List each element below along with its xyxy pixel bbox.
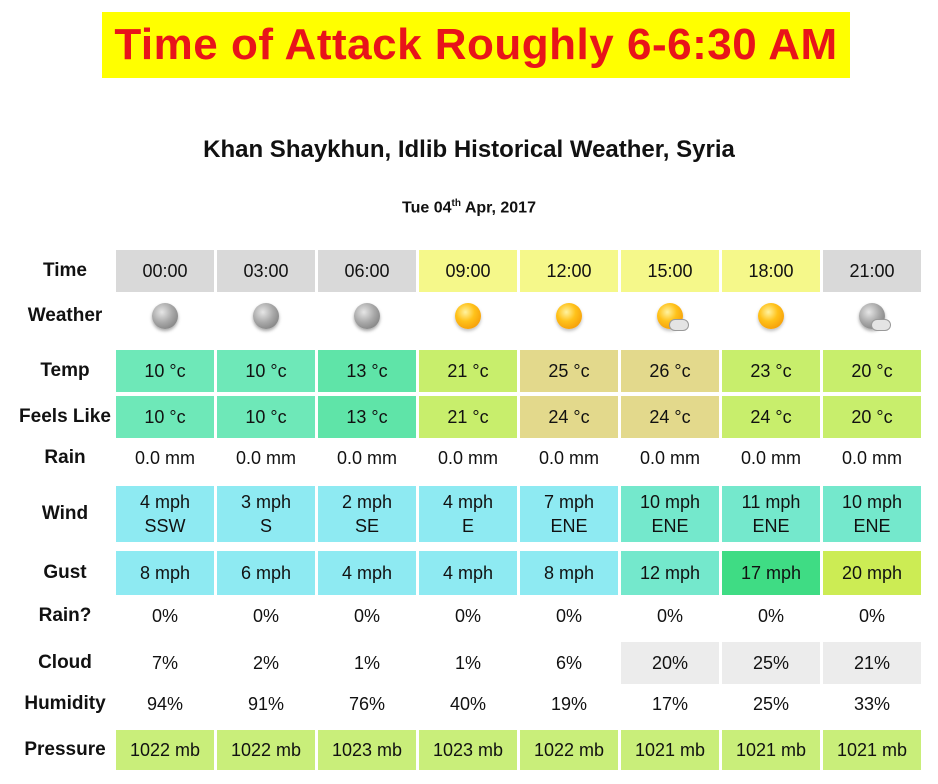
rain-cell: 0.0 mm (639, 448, 700, 468)
wind-direction: ENE (752, 516, 790, 536)
temp-cell: 21 °c (419, 350, 517, 392)
page-title: Khan Shaykhun, Idlib Historical Weather, Syria (203, 136, 735, 163)
gust-cell: 20 mph (823, 551, 921, 595)
cloud-cell: 1% (353, 653, 380, 673)
rain-cell: 0.0 mm (235, 448, 296, 468)
feels-like-cell: 20 °c (823, 396, 921, 438)
sun-cloud-icon (657, 303, 683, 329)
wind-speed: 4 mph (442, 492, 494, 512)
humidity-cell: 17% (651, 694, 689, 714)
moon-icon (152, 303, 178, 329)
rain-chance-cell: 0% (858, 606, 885, 626)
feels-like-cell: 10 °c (116, 396, 214, 438)
row-label-feels-like: Feels Like (19, 406, 111, 427)
wind-direction: E (461, 516, 474, 536)
temp-cell: 10 °c (217, 350, 315, 392)
pressure-cell: 1022 mb (217, 730, 315, 770)
pressure-cell: 1023 mb (318, 730, 416, 770)
cloud-cell: 2% (252, 653, 279, 673)
rain-chance-cell: 0% (656, 606, 683, 626)
rain-cell: 0.0 mm (841, 448, 902, 468)
rain-chance-cell: 0% (555, 606, 582, 626)
wind-speed: 11 mph (741, 492, 801, 512)
gust-cell: 6 mph (217, 551, 315, 595)
pressure-cell: 1023 mb (419, 730, 517, 770)
weather-cell (722, 294, 820, 338)
rain-cell: 0.0 mm (437, 448, 498, 468)
wind-cell (419, 486, 517, 542)
time-cell: 18:00 (722, 250, 820, 292)
pressure-cell: 1022 mb (520, 730, 618, 770)
wind-direction: S (259, 516, 272, 536)
row-label-weather: Weather (27, 305, 103, 326)
feels-like-cell: 21 °c (419, 396, 517, 438)
rain-chance-cell: 0% (353, 606, 380, 626)
humidity-cell: 40% (449, 694, 487, 714)
wind-direction: ENE (651, 516, 689, 536)
row-label-gust: Gust (43, 562, 87, 583)
cloud-cell: 1% (454, 653, 481, 673)
feels-like-cell: 24 °c (722, 396, 820, 438)
weather-cell (318, 294, 416, 338)
row-label-temp: Temp (40, 360, 90, 381)
cloud-cell: 6% (555, 653, 582, 673)
temp-cell: 20 °c (823, 350, 921, 392)
sun-icon (758, 303, 784, 329)
wind-direction: ENE (550, 516, 588, 536)
wind-speed: 7 mph (543, 492, 595, 512)
rain-chance-cell: 0% (454, 606, 481, 626)
wind-cell (116, 486, 214, 542)
time-cell: 09:00 (419, 250, 517, 292)
wind-direction: SSW (144, 516, 186, 536)
gust-cell: 4 mph (419, 551, 517, 595)
feels-like-cell: 13 °c (318, 396, 416, 438)
cloud-cell: 20% (621, 642, 719, 684)
time-cell: 03:00 (217, 250, 315, 292)
rain-cell: 0.0 mm (740, 448, 801, 468)
weather-cell (419, 294, 517, 338)
gust-cell: 4 mph (318, 551, 416, 595)
row-label-cloud: Cloud (38, 652, 92, 673)
weather-cell (217, 294, 315, 338)
moon-cloud-icon (859, 303, 885, 329)
gust-cell: 17 mph (722, 551, 820, 595)
gust-cell: 8 mph (116, 551, 214, 595)
rain-chance-cell: 0% (252, 606, 279, 626)
cloud-cell: 7% (151, 653, 178, 673)
humidity-cell: 91% (247, 694, 285, 714)
attack-time-banner (102, 12, 850, 78)
rain-cell: 0.0 mm (336, 448, 397, 468)
time-cell: 21:00 (823, 250, 921, 292)
banner-text: Time of Attack Roughly 6-6:30 AM (114, 20, 838, 69)
row-label-rain: Rain (44, 447, 86, 468)
pressure-cell: 1021 mb (823, 730, 921, 770)
cloud-icon (669, 319, 689, 331)
report-date (0, 198, 938, 217)
humidity-cell: 94% (146, 694, 184, 714)
row-label-rain: Rain? (38, 605, 92, 626)
time-cell: 06:00 (318, 250, 416, 292)
feels-like-cell: 24 °c (520, 396, 618, 438)
temp-cell: 25 °c (520, 350, 618, 392)
cloud-cell: 21% (823, 642, 921, 684)
wind-cell (621, 486, 719, 542)
row-label-wind: Wind (41, 503, 89, 524)
feels-like-cell: 24 °c (621, 396, 719, 438)
wind-direction: SE (354, 516, 379, 536)
humidity-cell: 19% (550, 694, 588, 714)
row-label-humidity: Humidity (24, 693, 106, 714)
humidity-cell: 33% (853, 694, 891, 714)
date-day: Tue 04 (402, 199, 452, 217)
gust-cell: 8 mph (520, 551, 618, 595)
humidity-cell: 25% (752, 694, 790, 714)
wind-speed: 3 mph (240, 492, 292, 512)
pressure-cell: 1022 mb (116, 730, 214, 770)
rain-chance-cell: 0% (757, 606, 784, 626)
wind-speed: 10 mph (841, 492, 903, 512)
rain-cell: 0.0 mm (538, 448, 599, 468)
cloud-cell: 25% (722, 642, 820, 684)
gust-cell: 12 mph (621, 551, 719, 595)
weather-cell (116, 294, 214, 338)
weather-cell (823, 294, 921, 338)
temp-cell: 13 °c (318, 350, 416, 392)
sun-icon (556, 303, 582, 329)
wind-speed: 2 mph (341, 492, 393, 512)
time-cell: 12:00 (520, 250, 618, 292)
wind-cell (722, 486, 820, 542)
wind-cell (217, 486, 315, 542)
date-ordinal: th (451, 198, 461, 209)
time-cell: 15:00 (621, 250, 719, 292)
time-cell: 00:00 (116, 250, 214, 292)
weather-cell (621, 294, 719, 338)
wind-cell (823, 486, 921, 542)
wind-speed: 4 mph (139, 492, 191, 512)
temp-cell: 26 °c (621, 350, 719, 392)
cloud-icon (871, 319, 891, 331)
temp-cell: 10 °c (116, 350, 214, 392)
sun-icon (455, 303, 481, 329)
wind-direction: ENE (853, 516, 891, 536)
pressure-cell: 1021 mb (722, 730, 820, 770)
wind-cell (318, 486, 416, 542)
humidity-cell: 76% (348, 694, 386, 714)
moon-icon (253, 303, 279, 329)
rain-cell: 0.0 mm (134, 448, 195, 468)
wind-speed: 10 mph (639, 492, 701, 512)
date-month-year: Apr, 2017 (460, 199, 536, 217)
moon-icon (354, 303, 380, 329)
temp-cell: 23 °c (722, 350, 820, 392)
row-label-time: Time (42, 260, 87, 281)
wind-cell (520, 486, 618, 542)
feels-like-cell: 10 °c (217, 396, 315, 438)
rain-chance-cell: 0% (151, 606, 178, 626)
row-label-pressure: Pressure (24, 739, 106, 760)
pressure-cell: 1021 mb (621, 730, 719, 770)
weather-cell (520, 294, 618, 338)
